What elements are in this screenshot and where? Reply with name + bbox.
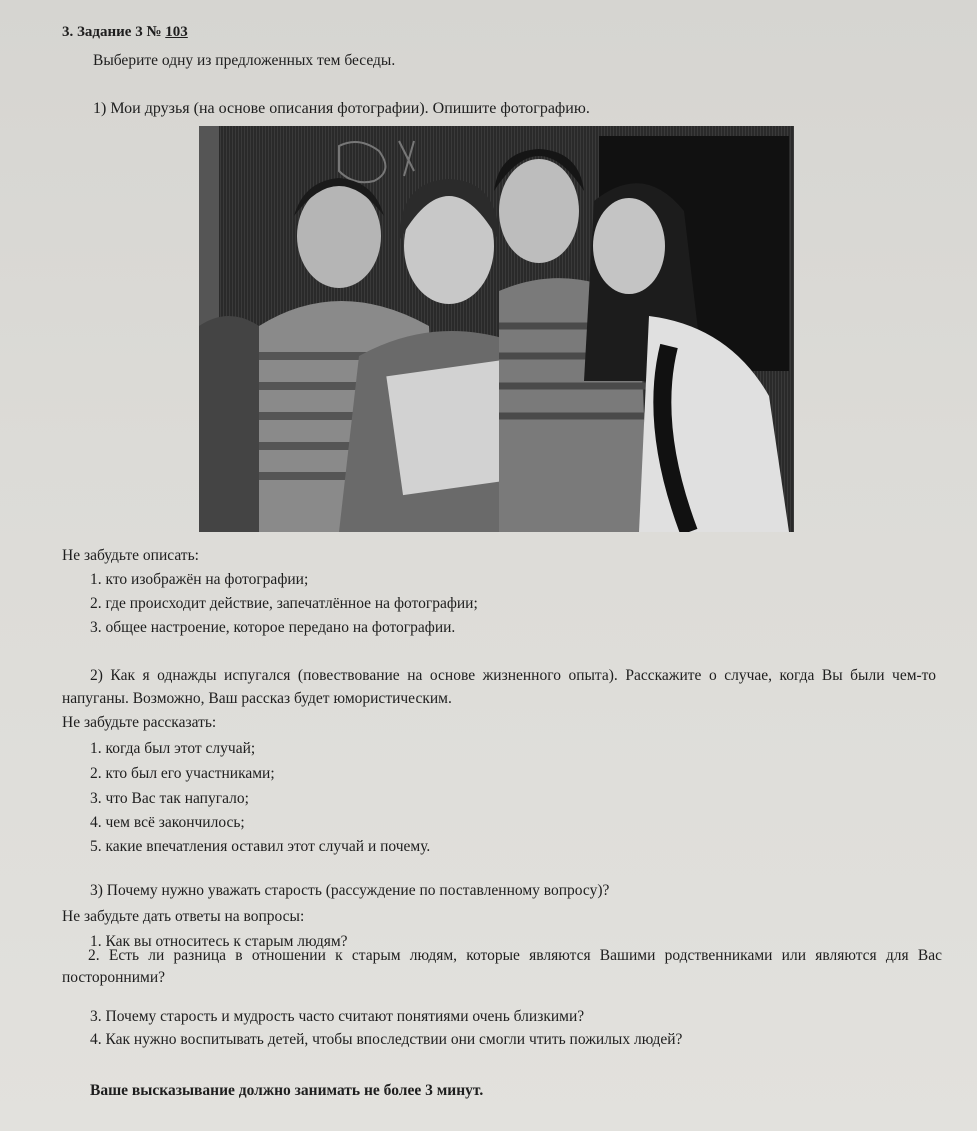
- topic1-item: 1. кто изображён на фотографии;: [90, 571, 309, 588]
- topic3-title: 3) Почему нужно уважать старость (рассуждение по поставленному вопросу)?: [90, 882, 610, 899]
- task-header: [62, 24, 188, 41]
- topic1-item: 2. где происходит действие, запечатлённое на фотографии;: [90, 595, 478, 612]
- topic2-item: 3. что Вас так напугало;: [90, 790, 249, 807]
- task-number-link[interactable]: 103: [165, 24, 188, 40]
- task-label: 3. Задание 3 №: [62, 24, 162, 40]
- topic2-item: 5. какие впечатления оставил этот случай и почему.: [90, 838, 431, 855]
- answer-duration-note: Ваше высказывание должно занимать не более 3 минут.: [90, 1082, 484, 1099]
- topic3-remember-label: Не забудьте дать ответы на вопросы:: [62, 908, 305, 925]
- photo-of-teenagers: [199, 126, 794, 532]
- topic1-item: 3. общее настроение, которое передано на фотографии.: [90, 619, 456, 636]
- topic2-item: 1. когда был этот случай;: [90, 740, 256, 757]
- topic3-question: 4. Как нужно воспитывать детей, чтобы впоследствии они смогли чтить пожилых людей?: [90, 1031, 683, 1048]
- topic2-item: 4. чем всё закончилось;: [90, 814, 245, 831]
- topic2-remember-label: Не забудьте рассказать:: [62, 714, 217, 731]
- topic1-title: 1) Мои друзья (на основе описания фотографии). Опишите фотографию.: [93, 100, 590, 117]
- topic2-item: 2. кто был его участниками;: [90, 765, 275, 782]
- topic1-remember-label: Не забудьте описать:: [62, 547, 199, 564]
- topic3-question: 3. Почему старость и мудрость часто считают понятиями очень близкими?: [90, 1008, 585, 1025]
- task-intro: Выберите одну из предложенных тем беседы.: [93, 52, 396, 69]
- teenagers-photo-icon: [199, 126, 794, 532]
- topic2-title: 2) Как я однажды испугался (повествование на основе жизненного опыта). Расскажите о случае, когда Вы были чем-то напуганы. Возможно, Ваш рассказ будет юмористическим.: [62, 667, 936, 707]
- topic3-question: 2. Есть ли разница в отношении к старым людям, которые являются Вашими родственниками или являются для Вас посторонними?: [62, 947, 942, 986]
- topic3-question: 1. Как вы относитесь к старым людям?: [90, 933, 348, 950]
